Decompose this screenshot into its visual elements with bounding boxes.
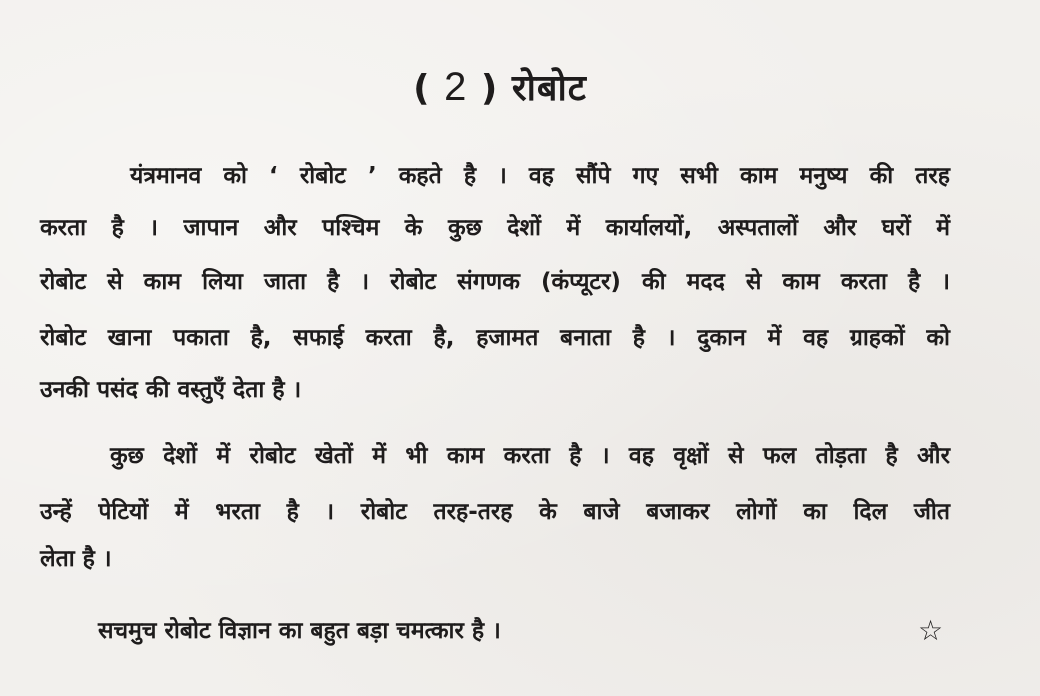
paragraph-1-line-1: यंत्रमानव को ‘ रोबोट ’ कहते है । वह सौंपे गए सभी काम मनुष्य की तरह [130,163,950,189]
paragraph-1-line-5: उनकी पसंद की वस्तुएँ देता है । [40,377,302,403]
star-end-mark-icon: ☆ [918,614,944,647]
paragraph-1-line-4: रोबोट खाना पकाता है, सफाई करता है, हजामत बनाता है । दुकान में वह ग्राहकों को [40,325,950,351]
paragraph-2-line-3: लेता है । [40,546,112,572]
lesson-number: 2 [444,65,468,109]
title-open-paren: ( [413,68,431,109]
paragraph-1-line-2: करता है । जापान और पश्चिम के कुछ देशों में कार्यालयों, अस्पतालों और घरों में [40,215,950,241]
lesson-title [0,62,1000,111]
paragraph-1-line-3: रोबोट से काम लिया जाता है । रोबोट संगणक (कंप्यूटर) की मदद से काम करता है । [40,269,950,295]
paragraph-2-line-2: उन्हें पेटियों में भरता है । रोबोट तरह-तरह के बाजे बजाकर लोगों का दिल जीत [40,499,950,525]
lesson-name: रोबोट [511,68,587,109]
title-close-paren: ) [480,68,499,109]
paragraph-3-line-1: सचमुच रोबोट विज्ञान का बहुत बड़ा चमत्कार है । [98,618,501,644]
paragraph-2-line-1: कुछ देशों में रोबोट खेतों में भी काम करता है । वह वृक्षों से फल तोड़ता है और [110,443,950,469]
